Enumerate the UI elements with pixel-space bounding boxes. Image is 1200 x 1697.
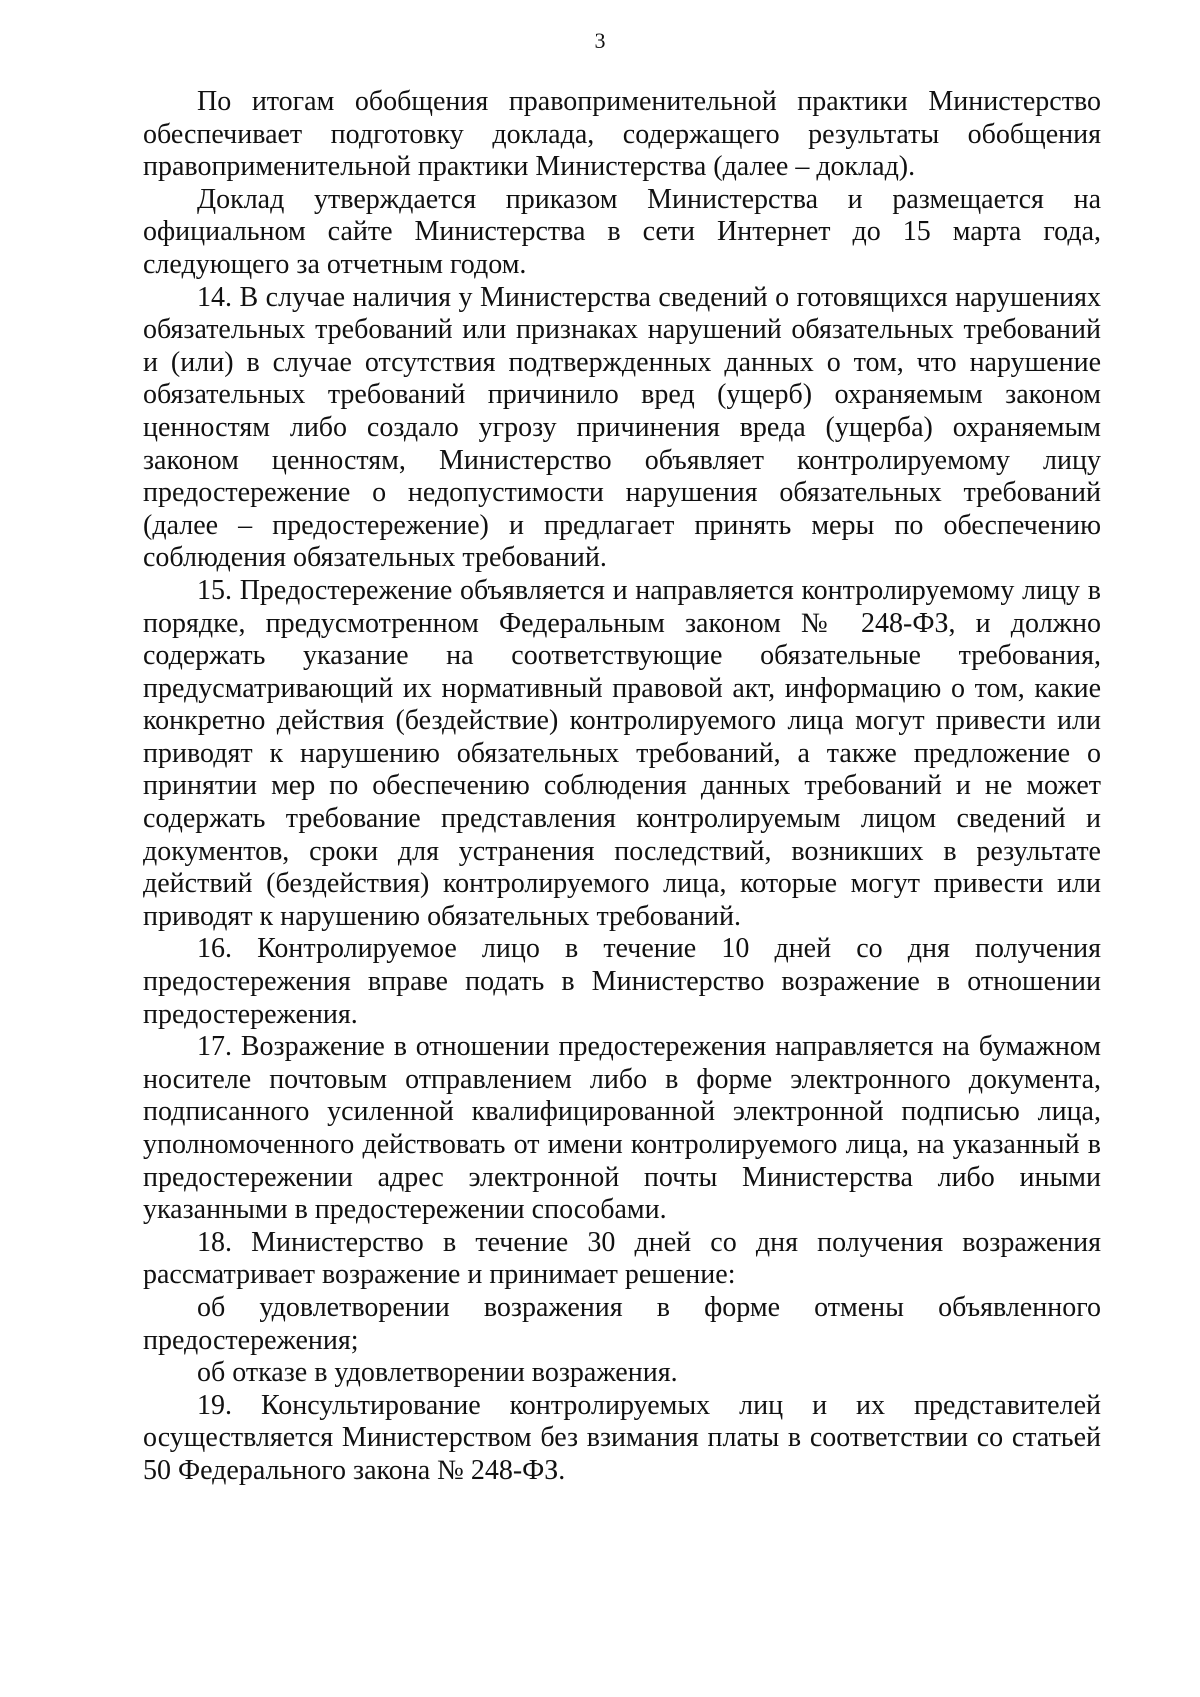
paragraph-19-consulting: 19. Консультирование контролируемых лиц и их представителей осуществляется Министерством без взимания платы в соответствии со статьей 50 Федерального закона № 248-ФЗ. (143, 1389, 1101, 1486)
document-body (143, 86, 1101, 1488)
paragraph-report-approval: Доклад утверждается приказом Министерства и размещается на официальном сайте Министерства в сети Интернет до 15 марта года, следующего за отчетным годом. (143, 183, 1101, 280)
paragraph-18-objection-review: 18. Министерство в течение 30 дней со дня получения возражения рассматривает возражение и принимает решение: (143, 1226, 1101, 1291)
paragraph-report-preparation: По итогам обобщения правоприменительной практики Министерство обеспечивает подготовку доклада, содержащего результаты обобщения правоприменительной практики Министерства (далее – доклад). (143, 86, 1101, 183)
paragraph-decision-refuse: об отказе в удовлетворении возражения. (197, 1357, 678, 1389)
paragraph-16-objection-right: 16. Контролируемое лицо в течение 10 дней со дня получения предостережения вправе подать в Министерство возражение в отношении предостережения. (143, 933, 1101, 1030)
paragraph-15-warning-content: 15. Предостережение объявляется и направляется контролируемому лицу в порядке, предусмотренном Федеральным законом № 248-ФЗ, и должно содержать указание на соответствующие обязательные требования, предусматривающий их нормативный правовой акт, информацию о том, какие конкретно действия (бездействие) контролируемого лица могут привести или приводят к нарушению обязательных требований, а также предложение о принятии мер по обеспечению соблюдения данных требований и не может содержать требование представления контролируемым лицом сведений и документов, сроки для устранения последствий, возникших в результате действий (бездействия) контролируемого лица, которые могут привести или приводят к нарушению обязательных требований. (143, 574, 1101, 932)
paragraph-17-objection-form: 17. Возражение в отношении предостережения направляется на бумажном носителе почтовым отправлением либо в форме электронного документа, подписанного усиленной квалифицированной электронной подписью лица, уполномоченного действовать от имени контролируемого лица, на указанный в предостережении адрес электронной почты Министерства либо иными указанными в предостережении способами. (143, 1031, 1101, 1226)
paragraph-14-warning: 14. В случае наличия у Министерства сведений о готовящихся нарушениях обязательных требований или признаках нарушений обязательных требований и (или) в случае отсутствия подтвержденных данных о том, что нарушение обязательных требований причинило вред (ущерб) охраняемым законом ценностям либо создало угрозу причинения вреда (ущерба) охраняемым законом ценностям, Министерство объявляет контролируемому лицу предостережение о недопустимости нарушения обязательных требований (далее – предостережение) и предлагает принять меры по обеспечению соблюдения обязательных требований. (143, 281, 1101, 574)
page-number: 3 (594, 28, 606, 53)
paragraph-decision-satisfy: об удовлетворении возражения в форме отмены объявленного предостережения; (143, 1291, 1101, 1356)
